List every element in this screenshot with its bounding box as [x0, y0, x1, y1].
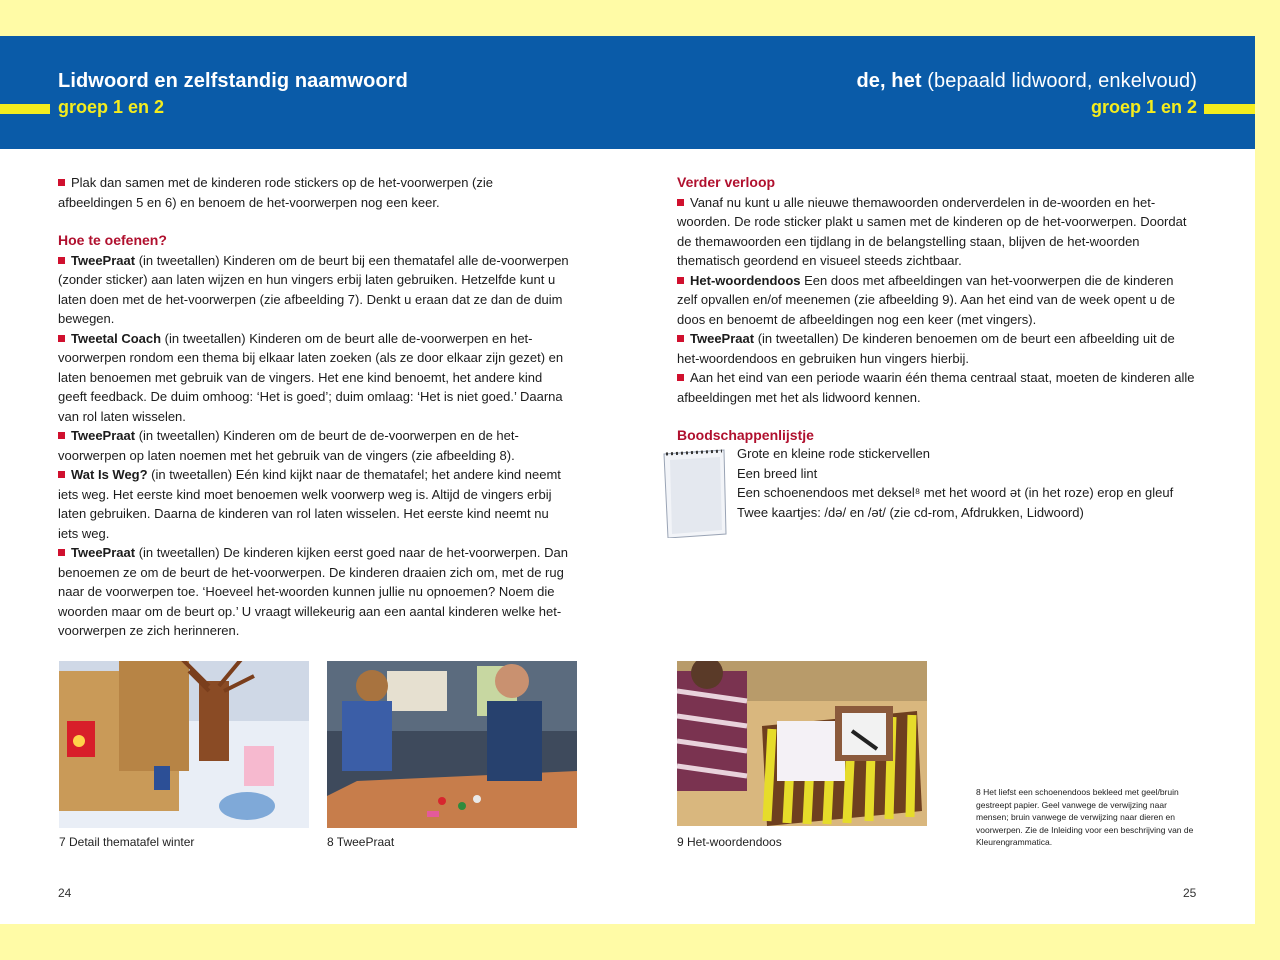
shopping-item: Twee kaartjes: /də/ en /ət/ (zie cd-rom, Afdrukken, Lidwoord) — [737, 504, 1084, 520]
item-text: (in tweetallen) Eén kind kijkt naar de thematafel; het andere kind neemt iets weg. Het eerste kind moet benoemen welk voorwerp weg is. Altijd de vingers erbij laten gebruiken. Daarna de kinderen van rol laten wisselen. Het eerste kind neemt nu iets weg. — [58, 467, 561, 541]
item-text: Vanaf nu kunt u alle nieuwe themawoorden onderverdelen in de-woorden en het-woorden. De rode sticker plakt u samen met de kinderen op de het-voorwerpen. Doordat de themawoorden een tijdlang in de belangstelling staan, blijven de het-woorden thematisch geordend en visueel steeds zichtbaar. — [677, 194, 1187, 268]
boodschappenlijstje-heading: Boodschappenlijstje — [677, 427, 814, 443]
verder-list — [677, 193, 1197, 408]
right-yellow-tab — [1204, 104, 1255, 114]
shopping-item: Een schoenendoos met deksel⁸ met het woord ət (in het roze) erop en gleuf — [737, 485, 1174, 500]
item-name: Tweetal Coach — [71, 330, 162, 346]
item-text: (in tweetallen) Kinderen om de beurt bij een thematafel alle de-voorwerpen (zonder sticker) aan laten wijzen en hun vingers erbij laten gebruiken. Hetzelfde kunt u laten doen met de het-voorwerpen (zie afbeelding 7). Denkt u eraan dat ze dan de duim bewegen. — [58, 252, 569, 326]
bullet-square-icon — [677, 199, 684, 206]
bullet-square-icon — [677, 277, 684, 284]
book-spread — [0, 36, 1255, 924]
verder-item — [677, 368, 1197, 407]
item-name: Wat Is Weg? — [71, 467, 148, 482]
shopping-list — [737, 444, 1173, 522]
caption-8: 8 TweePraat — [327, 835, 395, 849]
exercise-list — [58, 251, 570, 641]
bullet-square-icon — [58, 257, 65, 264]
hoe-te-oefenen-heading: Hoe te oefenen? — [58, 232, 167, 248]
left-groep-label: groep 1 en 2 — [58, 97, 165, 117]
page-number-left: 24 — [58, 886, 72, 900]
intro-paragraph: Plak dan samen met de kinderen rode stickers op de het-voorwerpen (zie afbeeldingen 5 en 6) en benoem de het-voorwerpen nog een keer. — [58, 175, 493, 210]
verder-item — [677, 193, 1197, 271]
photo-tweepraat — [327, 661, 577, 828]
bullet-square-icon — [58, 549, 65, 556]
bullet-square-icon — [677, 374, 684, 381]
left-page-title: Lidwoord en zelfstandig naamwoord — [58, 70, 408, 92]
header-banner — [0, 36, 1255, 149]
item-text: Aan het eind van een periode waarin één thema centraal staat, moeten de kinderen alle afbeeldingen met het als lidwoord kennen. — [677, 370, 1195, 405]
shopping-item: Grote en kleine rode stickervellen — [737, 446, 930, 461]
bullet-square-icon — [58, 335, 65, 342]
item-name: Het-woordendoos — [690, 272, 801, 288]
right-column — [677, 173, 1197, 446]
caption-9: 9 Het-woordendoos — [677, 835, 782, 849]
item-name: TweePraat — [71, 252, 136, 268]
item-name: TweePraat — [690, 331, 755, 346]
right-page-title: de, het (bepaald lidwoord, enkelvoud) — [856, 70, 1197, 92]
item-text: (in tweetallen) Kinderen om de beurt alle de-voorwerpen en het-voorwerpen rondom een thema bij elkaar laten zoeken (als ze door elkaar zijn gezet) en laten benoemen met gebruik van de vingers. Het ene kind benoemt, het andere kind geeft feedback. De duim omhoog: ‘Het is goed’; duim omlaag: ‘Het is niet goed.’ Daarna van rol laten wisselen. — [58, 330, 564, 424]
item-text: (in tweetallen) De kinderen kijken eerst goed naar de het-voorwerpen. Dan benoemen ze om de beurt de het-voorwerpen. De kinderen draaien zich om, met de rug naar de voorwerpen toe. ‘Hoeveel het-woorden kunnen jullie nu opnoemen? Noem die woorden maar om de beurt op.’ U vraagt willekeurig aan een aantal kinderen welke het-voorwerpen ze zich herinneren. — [58, 545, 568, 638]
exercise-item — [58, 251, 570, 329]
item-text: (in tweetallen) Kinderen om de beurt de de-voorwerpen en de het-voorwerpen op laten noemen met het gebruik van de vingers (zie afbeelding 8). — [58, 428, 519, 463]
caption-7: 7 Detail thematafel winter — [59, 835, 195, 849]
verder-item — [677, 271, 1197, 330]
item-name: TweePraat — [71, 545, 136, 560]
exercise-item — [58, 543, 570, 641]
shopping-item: Een breed lint — [737, 465, 818, 481]
photo-thematafel-winter — [59, 661, 309, 828]
exercise-item — [58, 329, 570, 427]
footnote-8: 8 Het liefst een schoenendoos bekleed met geel/bruin gestreept papier. Geel vanwege de verwijzing naar mensen; bruin vanwege de verwijzing naar dieren en voorwerpen. Zie de Inleiding voor een beschrijving van de Kleurengrammatica. — [976, 787, 1194, 848]
notepad-icon — [660, 446, 728, 538]
left-column — [58, 173, 570, 641]
bullet-square-icon — [58, 471, 65, 478]
item-text: (in tweetallen) De kinderen benoemen om de beurt een afbeelding uit de het-woordendoos en gebruiken hun vingers hierbij. — [677, 331, 1175, 366]
exercise-item — [58, 465, 570, 543]
item-text: Een doos met afbeeldingen van het-voorwerpen die de kinderen zelf opvallen en/of meenemen (zie afbeelding 9). Aan het eind van de week opent u de doos en benoemt de afbeeldingen nog een keer (met vingers). — [677, 272, 1175, 327]
item-name: TweePraat — [71, 428, 136, 443]
exercise-item — [58, 426, 570, 465]
bullet-square-icon — [677, 335, 684, 342]
left-yellow-tab — [0, 104, 50, 114]
verder-verloop-heading: Verder verloop — [677, 174, 776, 190]
bullet-square-icon — [58, 179, 65, 186]
right-groep-label: groep 1 en 2 — [1090, 97, 1197, 117]
photo-het-woordendoos — [677, 661, 927, 826]
verder-item — [677, 329, 1197, 368]
page-number-right: 25 — [1183, 886, 1197, 900]
bullet-square-icon — [58, 432, 65, 439]
